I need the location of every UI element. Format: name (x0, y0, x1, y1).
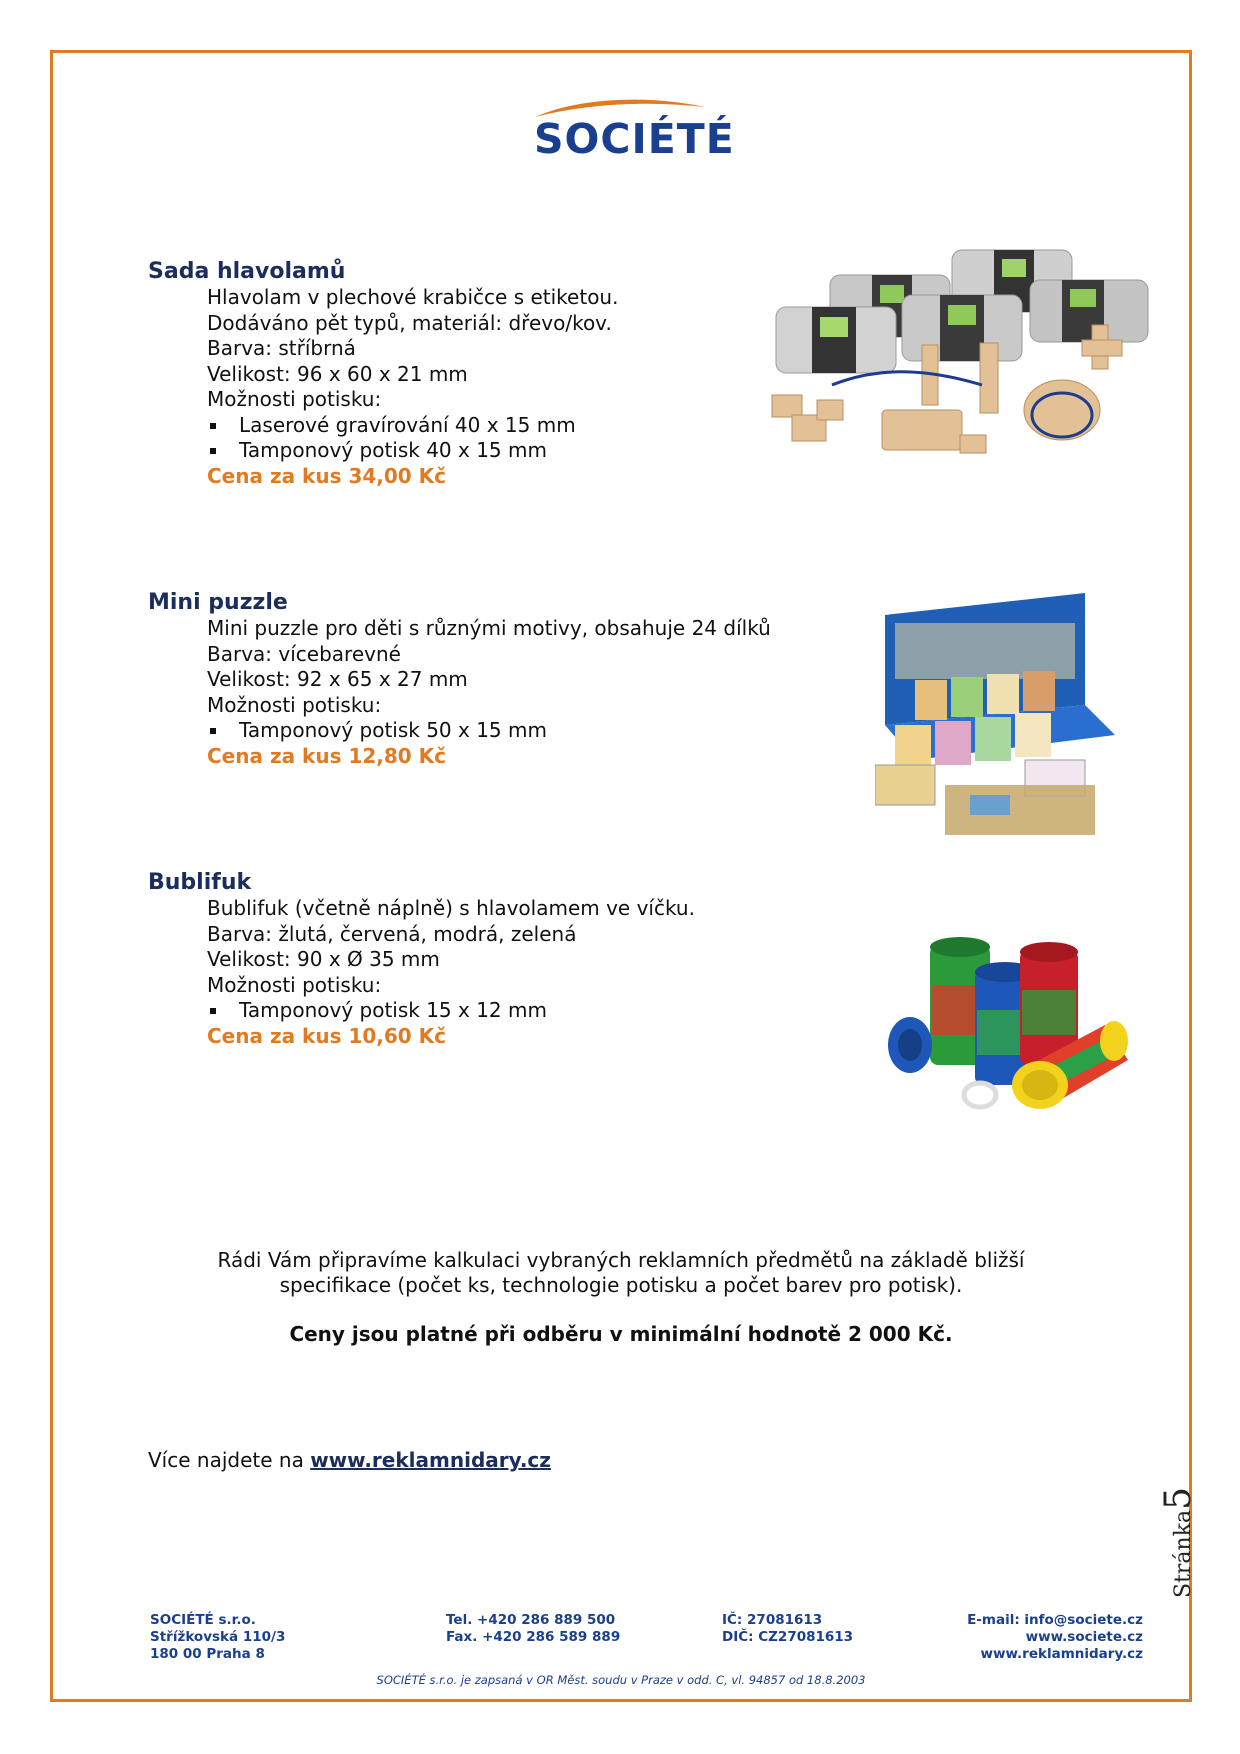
more-info-prefix: Více najdete na (148, 1448, 311, 1472)
footer-dic: DIČ: CZ27081613 (722, 1629, 854, 1645)
logo-text: SOCIÉTÉ (534, 115, 735, 163)
product-desc-line: Bublifuk (včetně náplně) s hlavolamem ve víčku. (207, 896, 695, 920)
print-options-label: Možnosti potisku: (207, 387, 382, 411)
footer-phones (446, 1612, 620, 1646)
footer-ids (722, 1612, 853, 1646)
product-price: Cena za kus 12,80 Kč (207, 743, 447, 768)
product-color: Barva: žlutá, červená, modrá, zelená (207, 921, 577, 946)
print-option: Tamponový potisk 40 x 15 mm (206, 438, 908, 464)
product-price: Cena za kus 34,00 Kč (207, 463, 447, 488)
footer-fax: Fax. +420 286 589 889 (446, 1629, 621, 1645)
page-label: Stránka (1171, 1509, 1196, 1598)
footer-company (150, 1612, 285, 1663)
website-link[interactable]: www.reklamnidary.cz (310, 1448, 551, 1472)
product-size: Velikost: 96 x 60 x 21 mm (207, 361, 468, 386)
footer-email[interactable]: E-mail: info@societe.cz (967, 1612, 1143, 1628)
footer-street: Střížkovská 110/3 (150, 1629, 286, 1645)
puzzle-tins-photo (762, 245, 1162, 490)
product-desc-line: Mini puzzle pro děti s různými motivy, obsahuje 24 dílků (207, 616, 771, 640)
print-option: Laserové gravírování 40 x 15 mm (206, 413, 908, 439)
product-title: Mini puzzle (148, 590, 288, 615)
footer-registration: SOCIÉTÉ s.r.o. je zapsaná v OR Měst. soudu v Praze v odd. C, vl. 94857 od 18.8.2003 (376, 1673, 866, 1687)
print-options-label: Možnosti potisku: (207, 972, 382, 997)
footer-web[interactable]: www.societe.cz (1025, 1629, 1143, 1645)
product-desc-line: Dodáváno pět typů, materiál: dřevo/kov. (207, 310, 612, 335)
print-options-label: Možnosti potisku: (207, 692, 382, 717)
footer-ic: IČ: 27081613 (722, 1612, 823, 1628)
bubble-bottles-photo (880, 935, 1140, 1135)
product-color: Barva: vícebarevné (207, 641, 401, 666)
societe-logo (530, 95, 735, 165)
product-size: Velikost: 90 x Ø 35 mm (207, 947, 440, 971)
more-info (148, 1448, 551, 1472)
print-option: Tamponový potisk 50 x 15 mm (206, 718, 908, 744)
product-bublifuk (148, 870, 908, 1049)
product-mini-puzzle (148, 590, 908, 769)
footer-city: 180 00 Praha 8 (150, 1646, 265, 1662)
footer-contact (920, 1612, 1143, 1663)
product-price: Cena za kus 10,60 Kč (207, 1023, 447, 1048)
calc-line: specifikace (počet ks, technologie potisku a počet barev pro potisk). (279, 1273, 963, 1297)
product-color: Barva: stříbrná (207, 336, 356, 360)
calc-line: Rádi Vám připravíme kalkulaci vybraných reklamních předmětů na základě bližší (217, 1248, 1025, 1272)
product-title: Sada hlavolamů (148, 259, 346, 284)
calculation-offer (148, 1248, 1094, 1298)
product-size: Velikost: 92 x 65 x 27 mm (207, 667, 468, 691)
footer-company-name: SOCIÉTÉ s.r.o. (150, 1612, 256, 1628)
footer-tel: Tel. +420 286 889 500 (446, 1612, 616, 1628)
price-validity-note: Ceny jsou platné při odběru v minimální hodnotě 2 000 Kč. (289, 1322, 953, 1346)
product-title: Bublifuk (148, 870, 252, 895)
page-number-value: 5 (1158, 1486, 1199, 1510)
footer-web-2[interactable]: www.reklamnidary.cz (980, 1646, 1143, 1662)
page-number (1158, 1487, 1199, 1598)
print-option: Tamponový potisk 15 x 12 mm (206, 998, 908, 1024)
mini-puzzle-box-photo (875, 585, 1115, 845)
product-desc-line: Hlavolam v plechové krabičce s etiketou. (207, 285, 619, 309)
